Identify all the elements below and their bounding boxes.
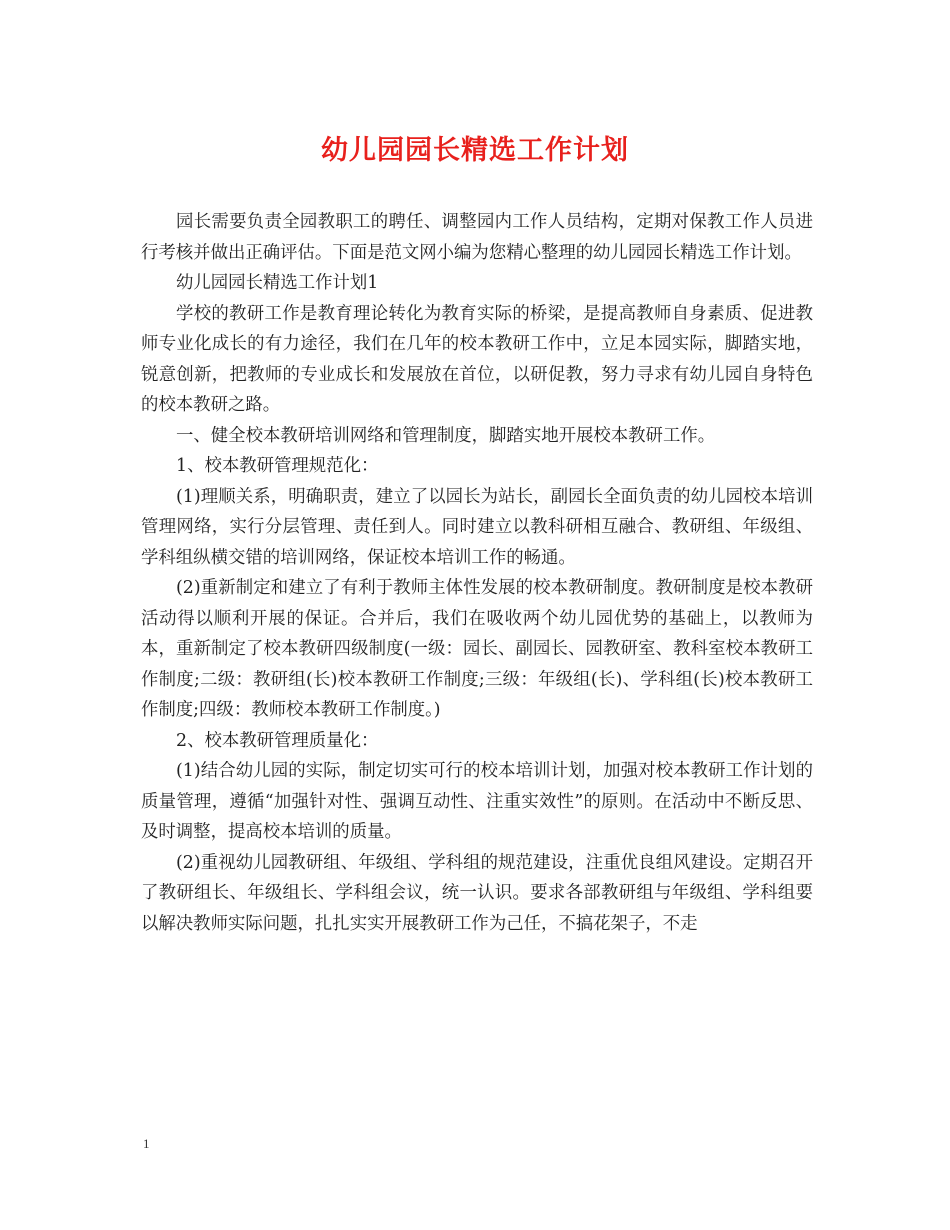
paragraph-item-1-1: (1)理顺关系，明确职责，建立了以园长为站长，副园长全面负责的幼儿园校本培训管理网络，实行分层管理、责任到人。同时建立以教科研相互融合、教研组、年级组、学科组纵横交错的培训网络，保证校本培训工作的畅通。 xyxy=(141,486,813,568)
subsection-heading-2: 2、校本教研管理质量化： xyxy=(176,730,379,751)
paragraph-plan-heading: 幼儿园园长精选工作计划1 xyxy=(176,273,379,293)
paragraph-intro: 园长需要负责全园教职工的聘任、调整园内工作人员结构，定期对保教工作人员进行考核并做出正确评估。下面是范文网小编为您精心整理的幼儿园园长精选工作计划。 xyxy=(141,212,813,263)
paragraph-teaching-research: 学校的教研工作是教育理论转化为教育实际的桥梁，是提高教师自身素质、促进教师专业化成长的有力途径，我们在几年的校本教研工作中，立足本园实际，脚踏实地，锐意创新，把教师的专业成长和发展放在首位，以研促教，努力寻求有幼儿园自身特色的校本教研之路。 xyxy=(141,303,813,415)
subsection-heading-1: 1、校本教研管理规范化： xyxy=(176,456,379,476)
paragraph-item-2-2: (2)重视幼儿园教研组、年级组、学科组的规范建设，注重优良组风建设。定期召开了教研组长、年级组长、学科组会议，统一认识。要求各部教研组与年级组、学科组要以解决教师实际问题，扎扎实实开展教研工作为己任，不搞花架子，不走 xyxy=(141,852,813,934)
paragraph-item-2-1: (1)结合幼儿园的实际，制定切实可行的校本培训计划，加强对校本教研工作计划的质量管理，遵循“加强针对性、强调互动性、注重实效性”的原则。在活动中不断反思、及时调整，提高校本培训的质量。 xyxy=(141,761,813,842)
section-heading-1: 一、健全校本教研培训网络和管理制度，脚踏实地开展校本教研工作。 xyxy=(176,425,716,446)
page-number: 1 xyxy=(143,1136,150,1151)
paragraph-item-1-2: (2)重新制定和建立了有利于教师主体性发展的校本教研制度。教研制度是校本教研活动得以顺利开展的保证。合并后，我们在吸收两个幼儿园优势的基础上，以教师为本，重新制定了校本教研四级制度(一级：园长、副园长、园教研室、教科室校本教研工作制度;二级：教研组(长)校本教研工作制度;三级：年级组(长)、学科组(长)校本教研工作制度;四级：教师校本教研工作制度。) xyxy=(141,578,813,720)
document-body xyxy=(141,207,813,939)
document-title: 幼儿园园长精选工作计划 xyxy=(321,135,629,166)
